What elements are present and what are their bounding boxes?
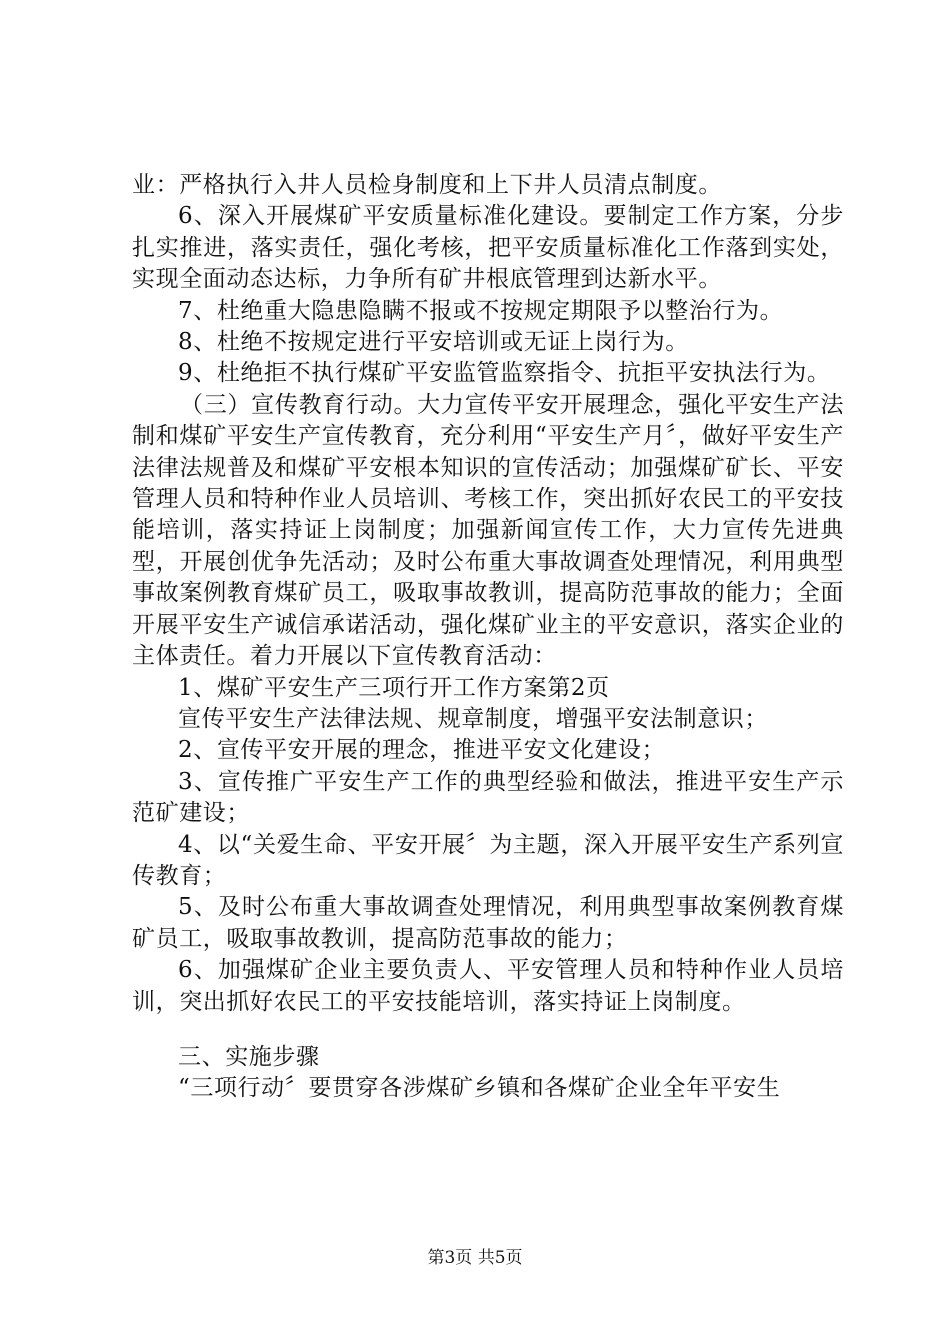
- page-number-label: 第3页 共5页: [427, 1248, 523, 1268]
- paragraph-list-item-1: 1、煤矿平安生产三项行开工作方案第2页: [178, 674, 610, 701]
- paragraph-list-item-4: 4、以“关爱生命、平安开展〞为主题，深入开展平安生产系列宣传教育；: [132, 831, 844, 889]
- paragraph-list-item-1-cont: 宣传平安生产法律法规、规章制度，增强平安法制意识；: [178, 705, 768, 732]
- paragraph-list-item-3: 3、宣传推广平安生产工作的典型经验和做法，推进平安生产示范矿建设；: [132, 768, 844, 827]
- paragraph-list-item-5: 5、及时公布重大事故调查处理情况，利用典型事故案例教育煤矿员工，吸取事故教训，提高防范事故的能力；: [132, 894, 844, 952]
- section-heading: 三、实施步骤: [178, 1043, 320, 1070]
- paragraph-item-7: 7、杜绝重大隐患隐瞒不报或不按规定期限予以整治行为。: [178, 297, 784, 324]
- paragraph-continuation: 业：严格执行入井人员检身制度和上下井人员清点制度。: [132, 172, 722, 198]
- paragraph-item-9: 9、杜绝拒不执行煤矿平安监管监察指令、抗拒平安执法行为。: [178, 360, 831, 387]
- paragraph-list-item-2: 2、宣传平安开展的理念，推进平安文化建设；: [178, 737, 666, 764]
- paragraph-item-6: 6、深入开展煤矿平安质量标准化建设。要制定工作方案，分步扎实推进，落实责任，强化考核，把平安质量标准化工作落到实处，实现全面动态达标，力争所有矿井根底管理到达新水平。: [132, 203, 844, 293]
- page-footer: [0, 1243, 950, 1268]
- paragraph-item-8: 8、杜绝不按规定进行平安培训或无证上岗行为。: [178, 329, 689, 356]
- paragraph-list-item-6: 6、加强煤矿企业主要负责人、平安管理人员和特种作业人员培训，突出抓好农民工的平安技能培训，落实持证上岗制度。: [132, 957, 844, 1015]
- paragraph-publicity-action: （三）宣传教育行动。大力宣传平安开展理念，强化平安生产法制和煤矿平安生产宣传教育，充分利用“平安生产月〞，做好平安生产法律法规普及和煤矿平安根本知识的宣传活动；加强煤矿矿长、平安管理人员和特种作业人员培训、考核工作，突出抓好农民工的平安技能培训，落实持证上岗制度；加强新闻宣传工作，大力宣传先进典型，开展创优争先活动；及时公布重大事故调查处理情况，利用典型事故案例教育煤矿员工，吸取事故教训，提高防范事故的能力；全面开展平安生产诚信承诺活动，强化煤矿业主的平安意识，落实企业的主体责任。着力开展以下宣传教育活动：: [132, 391, 844, 670]
- section-paragraph: “三项行动〞要贯穿各涉煤矿乡镇和各煤矿企业全年平安生: [178, 1075, 781, 1102]
- document-body: [132, 170, 844, 1105]
